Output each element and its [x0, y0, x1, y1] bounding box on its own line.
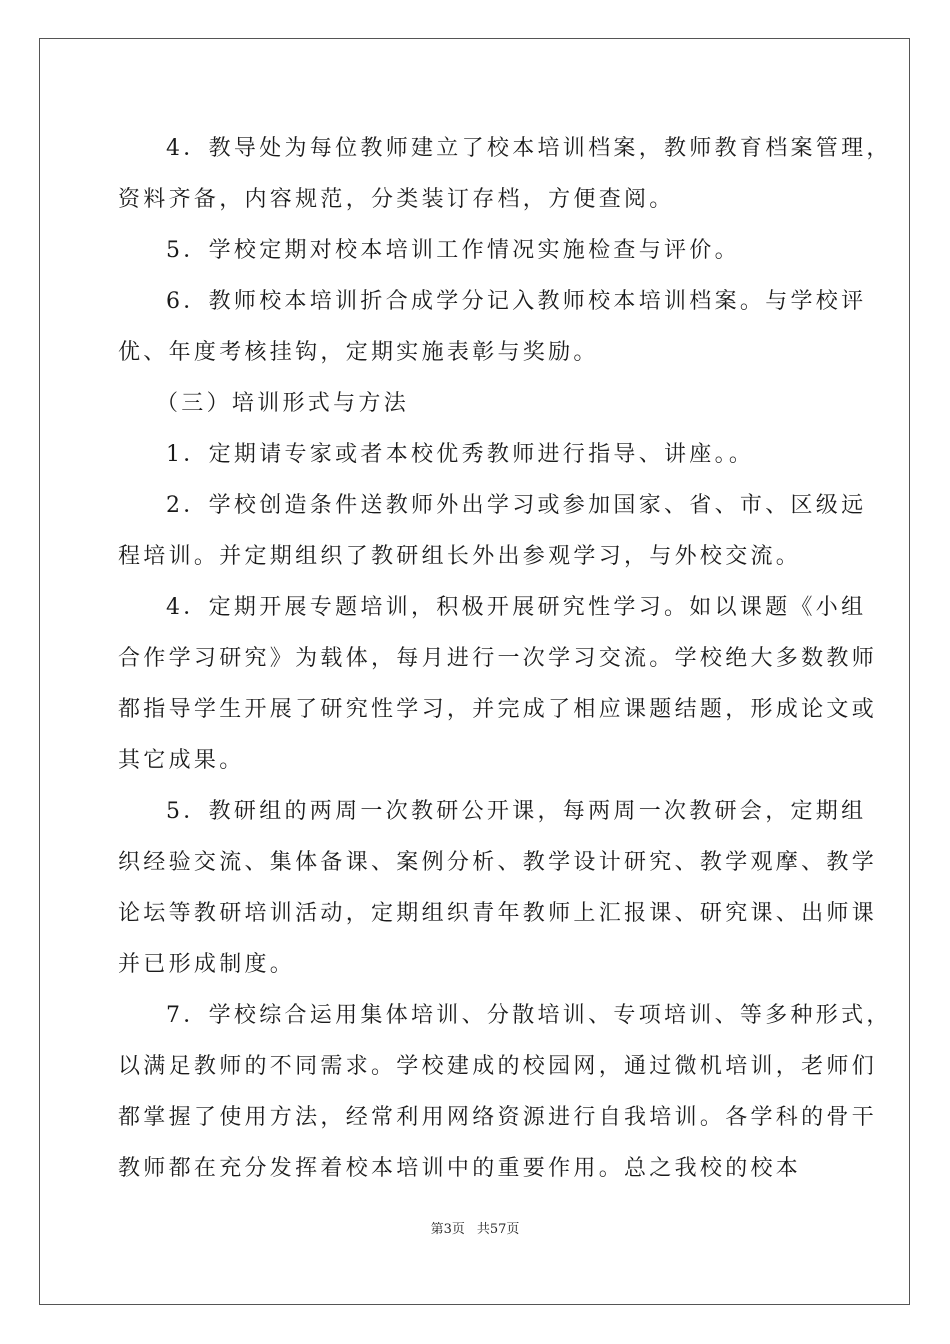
text-line: 以满足教师的不同需求。学校建成的校园网，通过微机培训，老师们 [118, 1054, 878, 1079]
text-line: 都指导学生开展了研究性学习，并完成了相应课题结题，形成论文或 [118, 697, 878, 722]
text-line: 6．教师校本培训折合成学分记入教师校本培训档案。与学校评 [166, 289, 867, 314]
document-body [118, 127, 892, 1198]
text-line: 7．学校综合运用集体培训、分散培训、专项培训、等多种形式， [166, 1003, 892, 1028]
text-line: 4．教导处为每位教师建立了校本培训档案，教师教育档案管理， [166, 136, 892, 161]
text-line: 其它成果。 [118, 748, 245, 773]
text-line: 合作学习研究》为载体，每月进行一次学习交流。学校绝大多数教师 [118, 646, 878, 671]
page-number: 第3页 [430, 1222, 465, 1237]
text-line: 并已形成制度。 [118, 952, 296, 977]
text-line: 程培训。并定期组织了教研组长外出参观学习，与外校交流。 [118, 544, 802, 569]
text-line: 2．学校创造条件送教师外出学习或参加国家、省、市、区级远 [166, 493, 867, 518]
page-total: 共57页 [476, 1222, 520, 1237]
text-line: 1．定期请专家或者本校优秀教师进行指导、讲座。。 [166, 442, 755, 467]
text-line: 4．定期开展专题培训，积极开展研究性学习。如以课题《小组 [166, 595, 867, 620]
text-line: 教师都在充分发挥着校本培训中的重要作用。总之我校的校本 [118, 1156, 802, 1181]
text-line: 论坛等教研培训活动，定期组织青年教师上汇报课、研究课、出师课 [118, 901, 878, 926]
text-line: 优、年度考核挂钩，定期实施表彰与奖励。 [118, 340, 599, 365]
text-line: 5．学校定期对校本培训工作情况实施检查与评价。 [166, 238, 740, 263]
section-heading: （三）培训形式与方法 [156, 391, 410, 416]
text-line: 资料齐备，内容规范，分类装订存档，方便查阅。 [118, 187, 675, 212]
text-line: 都掌握了使用方法，经常利用网络资源进行自我培训。各学科的骨干 [118, 1105, 878, 1130]
text-line: 织经验交流、集体备课、案例分析、教学设计研究、教学观摩、教学 [118, 850, 878, 875]
text-line: 5．教研组的两周一次教研公开课，每两周一次教研会，定期组 [166, 799, 867, 824]
page-footer [0, 1218, 950, 1237]
